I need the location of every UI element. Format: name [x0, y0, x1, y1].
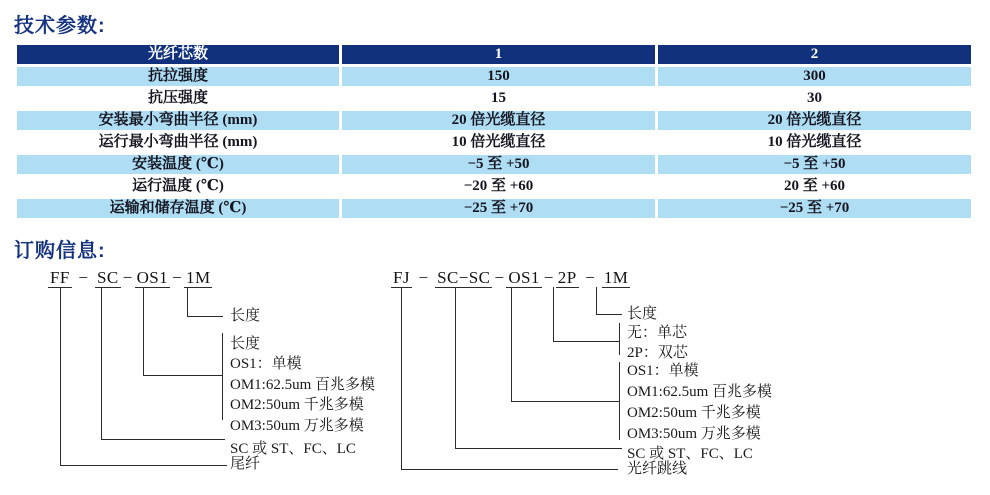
- spec-value-cell: 150: [342, 67, 655, 86]
- ordering-info-title: 订购信息:: [14, 240, 106, 262]
- code-segment: SC: [97, 268, 119, 287]
- diagram-label-pigtail: 尾纤: [230, 456, 261, 472]
- spec-label-cell: 抗压强度: [17, 89, 339, 108]
- spec-value-cell: −25 至 +70: [342, 199, 655, 218]
- code-segment: OS1: [508, 268, 540, 287]
- connector-line-1m: [596, 287, 597, 314]
- code-segment: 2P: [557, 268, 577, 287]
- spec-value-cell: −5 至 +50: [658, 155, 971, 174]
- code-segment: SC−SC: [437, 268, 491, 287]
- diagram-label-om3: OM3:50um 万兆多模: [627, 426, 761, 442]
- spec-label-cell: 安装温度 (℃): [17, 155, 339, 174]
- connector-line-2p: [553, 341, 619, 342]
- spec-label-cell: 运行温度 (℃): [17, 177, 339, 196]
- diagram-label-dual-core: 2P：双芯: [627, 345, 688, 361]
- spec-label-cell: 抗拉强度: [17, 67, 339, 86]
- header-cell-one-core: 1: [342, 45, 655, 64]
- connector-line-os1: [511, 287, 512, 401]
- diagram-label-om1: OM1:62.5um 百兆多模: [230, 377, 376, 393]
- code-separator: −: [494, 268, 505, 287]
- code-segment: FJ: [393, 268, 410, 287]
- spec-value-cell: 300: [658, 67, 971, 86]
- code-separator: −: [73, 268, 94, 287]
- connector-line-2p: [553, 287, 554, 341]
- connector-line-sc: [455, 287, 456, 448]
- diagram-label-jumper: 光纤跳线: [627, 461, 688, 477]
- code-separator: −: [413, 268, 434, 287]
- code-segment: FF: [50, 268, 70, 287]
- spec-value-cell: −25 至 +70: [658, 199, 971, 218]
- connector-line-fj: [401, 287, 402, 469]
- diagram-label-os1: OS1：单模: [627, 363, 699, 379]
- code-segment: 1M: [186, 268, 211, 287]
- code-separator: −: [122, 268, 133, 287]
- diagram-label-om2: OM2:50um 千兆多模: [627, 405, 761, 421]
- diagram-label-length: 长度: [230, 336, 261, 352]
- diagram-label-om3: OM3:50um 万兆多模: [230, 418, 364, 434]
- code-segment: OS1: [136, 268, 169, 287]
- connector-line-sc: [455, 448, 622, 449]
- diagram-label-length: 长度: [627, 306, 658, 322]
- mode-option-bracket: [619, 362, 620, 440]
- connector-line-os1: [511, 401, 619, 402]
- diagram-label-om1: OM1:62.5um 百兆多模: [627, 384, 773, 400]
- diagram-label-single-core: 无：单芯: [627, 325, 688, 341]
- code-separator: −: [172, 268, 183, 287]
- code-segment: 1M: [603, 268, 629, 287]
- diagram-label-connector-type: SC 或 ST、FC、LC: [230, 441, 356, 457]
- spec-value-cell: 30: [658, 89, 971, 108]
- tech-params-title: 技术参数:: [14, 15, 106, 37]
- connector-line-1m: [596, 314, 622, 315]
- diagram-label-os1: OS1：单模: [230, 356, 302, 372]
- spec-label-cell: 安装最小弯曲半径 (mm): [17, 111, 339, 130]
- spec-value-cell: −5 至 +50: [342, 155, 655, 174]
- core-option-bracket: [619, 323, 620, 355]
- spec-label-cell: 运行最小弯曲半径 (mm): [17, 133, 339, 152]
- spec-value-cell: 20 倍光缆直径: [658, 111, 971, 130]
- spec-value-cell: 20 至 +60: [658, 177, 971, 196]
- code-separator: −: [580, 268, 600, 287]
- header-cell-param-name: 光纤芯数: [17, 45, 339, 64]
- diagram-label-connector-type: SC 或 ST、FC、LC: [627, 446, 753, 462]
- connector-line-fj: [401, 469, 618, 470]
- spec-value-cell: 15: [342, 89, 655, 108]
- code-separator: −: [543, 268, 554, 287]
- spec-value-cell: 20 倍光缆直径: [342, 111, 655, 130]
- spec-value-cell: −20 至 +60: [342, 177, 655, 196]
- spec-value-cell: 10 倍光缆直径: [342, 133, 655, 152]
- header-cell-two-core: 2: [658, 45, 971, 64]
- part-number-jumper: [391, 268, 630, 288]
- spec-label-cell: 运输和储存温度 (℃): [17, 199, 339, 218]
- diagram-label-length: 长度: [230, 308, 261, 324]
- diagram-label-om2: OM2:50um 千兆多模: [230, 397, 364, 413]
- spec-value-cell: 10 倍光缆直径: [658, 133, 971, 152]
